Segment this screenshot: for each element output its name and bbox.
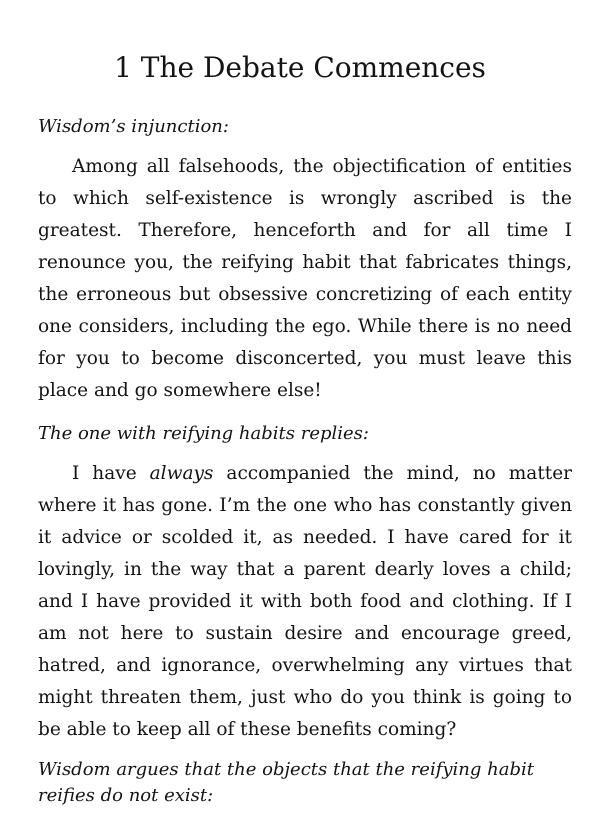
paragraph-text-rest: accompanied the mind, no matter where it has gone. I’m the one who has constantly given it advice or scolded it, as needed. I have cared for it lovingly, in the way that a parent dearly loves a child; and I have provided it with both food and clothing. If I am not here to sustain desire and encourage greed, hatred, and ignorance, overwhelming any virtues that might threaten them, just who do you think is going to be able to keep all of these benefits coming? [38,463,573,740]
paragraph-text-start: I have [72,463,150,484]
emphasized-word: always [149,463,214,484]
section-heading-wisdom-injunction: Wisdom’s injunction: [38,116,229,137]
paragraph-reifying-reply [38,458,572,746]
chapter-title: 1 The Debate Commences [114,51,486,84]
section-heading-reifying-reply: The one with reifying habits replies: [38,423,369,444]
paragraph-wisdom-injunction: Among all falsehoods, the objectification of entities to which self-existence is wrongly ascribed is the greatest. Therefore, henceforth and for all time I renounce you, the reifying habit that fabricates things, the erroneous but obsessive concretizing of each entity one considers, including the ego. While there is no need for you to become disconcerted, you must leave this place and go somewhere else! [38,156,572,401]
section-heading-wisdom-argues: Wisdom argues that the objects that the reifying habit reifies do not exist: [38,759,534,806]
